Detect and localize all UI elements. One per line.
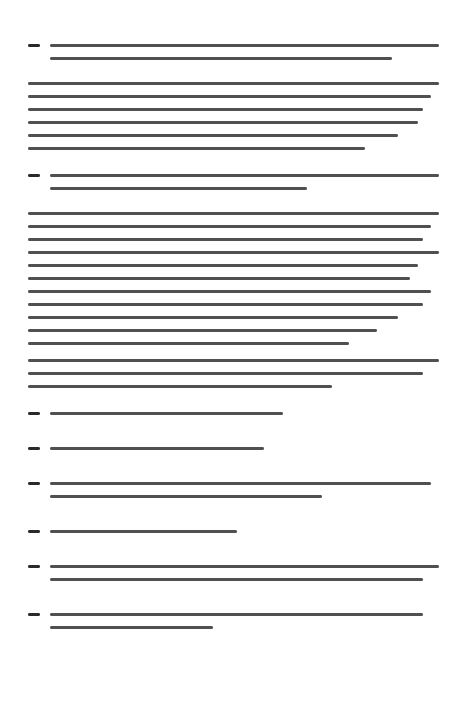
text-line xyxy=(28,277,410,280)
dialogue-line xyxy=(28,164,439,200)
text-line xyxy=(28,329,377,332)
dialogue-line xyxy=(28,437,439,460)
text-line xyxy=(50,565,439,568)
text-line xyxy=(28,147,365,150)
dialogue-dash xyxy=(28,44,40,47)
dialogue-line xyxy=(28,402,439,425)
text-line xyxy=(50,57,392,60)
text-line xyxy=(28,251,439,254)
dialogue-text-block xyxy=(50,402,439,425)
text-line xyxy=(50,482,431,485)
dialogue-dash xyxy=(28,174,40,177)
text-line xyxy=(28,385,332,388)
paragraph xyxy=(28,82,439,150)
paragraph xyxy=(28,212,439,345)
text-line xyxy=(28,134,398,137)
text-line xyxy=(28,359,439,362)
dialogue-text-block xyxy=(50,472,439,508)
paragraph xyxy=(28,359,439,388)
text-line xyxy=(50,412,283,415)
text-line xyxy=(28,372,423,375)
dialogue-dash xyxy=(28,447,40,450)
text-line xyxy=(50,174,439,177)
dialogue-line xyxy=(28,520,439,543)
text-line xyxy=(50,447,264,450)
text-line xyxy=(28,212,439,215)
dialogue-dash xyxy=(28,565,40,568)
dialogue-dash xyxy=(28,613,40,616)
dialogue-line xyxy=(28,555,439,591)
text-line xyxy=(28,316,398,319)
text-line xyxy=(50,44,439,47)
text-line xyxy=(50,578,423,581)
text-line xyxy=(28,95,431,98)
dialogue-line xyxy=(28,472,439,508)
dialogue-text-block xyxy=(50,164,439,200)
dialogue-text-block xyxy=(50,437,439,460)
dialogue-text-block xyxy=(50,34,439,70)
text-line xyxy=(28,225,431,228)
text-line xyxy=(28,82,439,85)
dialogue-text-block xyxy=(50,520,439,543)
dialogue-line xyxy=(28,603,439,639)
text-line xyxy=(28,290,431,293)
text-line xyxy=(50,495,322,498)
text-line xyxy=(28,238,423,241)
text-line xyxy=(28,342,349,345)
dialogue-text-block xyxy=(50,555,439,591)
text-line xyxy=(28,108,423,111)
text-line xyxy=(50,626,213,629)
dialogue-dash xyxy=(28,530,40,533)
text-line xyxy=(50,187,307,190)
text-line xyxy=(50,530,237,533)
text-line xyxy=(28,303,423,306)
dialogue-text-block xyxy=(50,603,439,639)
dialogue-dash xyxy=(28,482,40,485)
text-line xyxy=(28,121,418,124)
text-line xyxy=(50,613,423,616)
text-line xyxy=(28,264,418,267)
dialogue-dash xyxy=(28,412,40,415)
dialogue-line xyxy=(28,34,439,70)
